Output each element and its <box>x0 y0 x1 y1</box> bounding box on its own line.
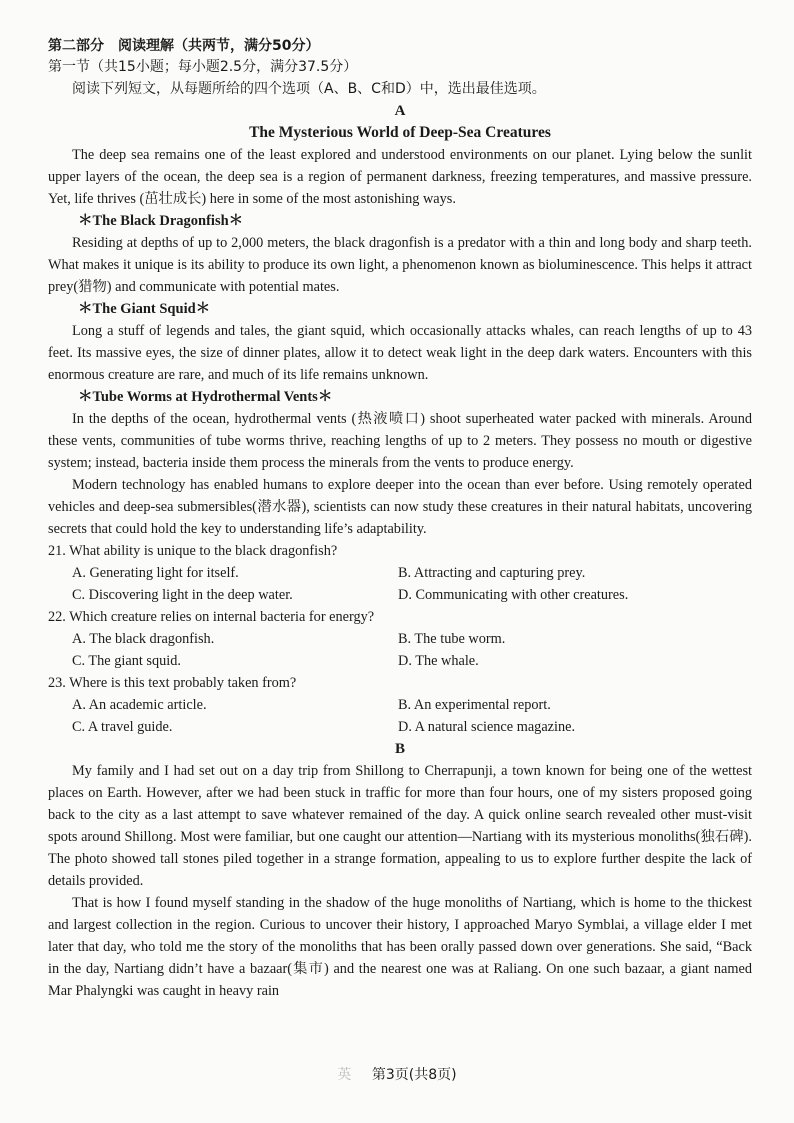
option-c: C. Discovering light in the deep water. <box>72 587 293 603</box>
option-c: C. The giant squid. <box>72 653 181 669</box>
question-23 <box>48 672 752 738</box>
exam-page <box>48 36 752 1002</box>
paragraph-giant-squid: Long a stuff of legends and tales, the giant squid, which occasionally attacks whales, can reach lengths of up to 43 feet. Its massive eyes, the size of dinner plates, allow it to detect weak light in the deep dark waters. Encounters with this enormous creature are rare, and much of its life remains unknown. <box>48 323 752 383</box>
page-number: 第3页(共8页) <box>371 1067 457 1083</box>
option-a: A. Generating light for itself. <box>72 565 239 581</box>
subheading-giant-squid: ＊The Giant Squid＊ <box>78 301 211 317</box>
question-stem: 23. Where is this text probably taken from? <box>48 675 297 691</box>
page-footer <box>0 1064 794 1084</box>
passage-a-letter: A <box>394 103 406 119</box>
option-c: C. A travel guide. <box>72 719 173 735</box>
section-heading: 第一节（共15小题；每小题2.5分，满分37.5分） <box>48 59 358 75</box>
question-22 <box>48 606 752 672</box>
option-b: B. The tube worm. <box>398 631 506 647</box>
paragraph-tube-worms: In the depths of the ocean, hydrothermal vents (热液喷口) shoot superheated water packed with minerals. Around these vents, communities of tube worms thrive, reaching lengths of up to 2 meters. They possess no mouth or digestive system; instead, bacteria inside them process the minerals from the vents to produce energy. <box>48 411 752 471</box>
passage-b-paragraph-2: That is how I found myself standing in the shadow of the huge monoliths of Nartiang, which is home to the thickest and largest collection in the region. Curious to uncover their history, I approached Maryo Symblai, a village elder I met later that day, who told me the story of the monoliths that has been orally passed down over generations. She said, “Back in the day, Nartiang didn’t have a bazaar(集市) and the nearest one was at Raliang. On one such bazaar, a giant named Mar Phalyngki was caught in heavy rain <box>48 895 752 999</box>
passage-b-letter: B <box>394 741 405 757</box>
paragraph-technology: Modern technology has enabled humans to explore deeper into the ocean than ever before. Using remotely operated vehicles and deep-sea submersibles(潜水器), scientists can now study these creatures in their natural habitats, uncovering secrets that could hold the key to understanding life’s adaptability. <box>48 477 752 537</box>
passage-a-intro: The deep sea remains one of the least explored and understood environments on our planet. Lying below the sunlit upper layers of the ocean, the deep sea is a region of permanent darkness, freezing temperatures, and massive pressure. Yet, life thrives (茁壮成长) here in some of the most astonishing ways. <box>48 147 752 207</box>
question-stem: 22. Which creature relies on internal bacteria for energy? <box>48 609 375 625</box>
passage-a-title: The Mysterious World of Deep-Sea Creatures <box>249 124 551 141</box>
option-b: B. An experimental report. <box>398 697 551 713</box>
passage-b-paragraph-1: My family and I had set out on a day trip from Shillong to Cherrapunji, a town known for being one of the wettest places on Earth. However, after we had been stuck in traffic for more than four hours, one of my sisters proposed going back to the city as a last attempt to save whatever remained of the day. A quick online search revealed other must-visit spots around Shillong. Most were familiar, but one caught our attention—Nartiang with its mysterious monoliths(独石碑). The photo showed tall stones piled together in a strange formation, appealing to us to explore further despite the lack of details provided. <box>48 763 752 889</box>
subheading-dragonfish: ＊The Black Dragonfish＊ <box>78 213 244 229</box>
option-a: A. An academic article. <box>72 697 207 713</box>
option-d: D. Communicating with other creatures. <box>398 587 629 603</box>
part-heading: 第二部分 阅读理解（共两节，满分50分） <box>48 38 320 54</box>
option-d: D. The whale. <box>398 653 479 669</box>
question-21 <box>48 540 752 606</box>
paragraph-dragonfish: Residing at depths of up to 2,000 meters, the black dragonfish is a predator with a thin and long body and sharp teeth. What makes it unique is its ability to produce its own light, a phenomenon known as bioluminescence. This helps it attract prey(猎物) and communicate with potential mates. <box>48 235 752 295</box>
option-a: A. The black dragonfish. <box>72 631 215 647</box>
option-b: B. Attracting and capturing prey. <box>398 565 586 581</box>
option-d: D. A natural science magazine. <box>398 719 576 735</box>
instructions: 阅读下列短文，从每题所给的四个选项（A、B、C和D）中，选出最佳选项。 <box>72 81 546 97</box>
question-stem: 21. What ability is unique to the black dragonfish? <box>48 543 338 559</box>
subheading-tube-worms: ＊Tube Worms at Hydrothermal Vents＊ <box>78 389 333 405</box>
footer-subject: 英 <box>337 1067 352 1083</box>
